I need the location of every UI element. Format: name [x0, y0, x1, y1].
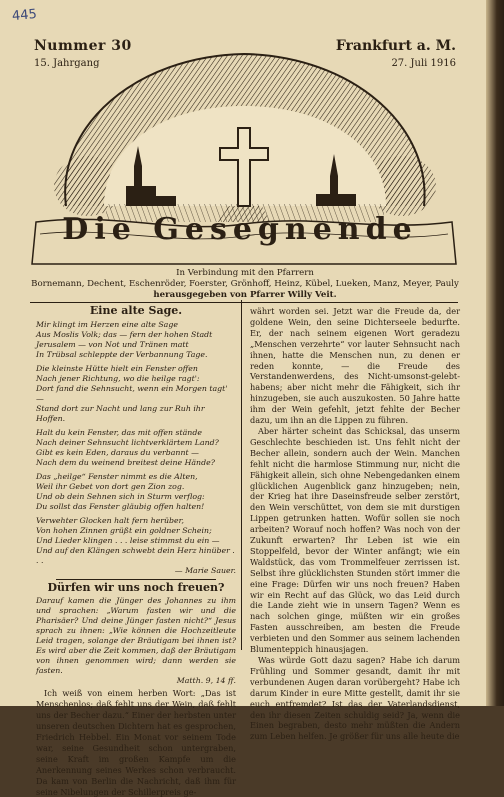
article-paragraph: währt worden sei. Jetzt war die Freude da, der goldene Wein, den seine Dichterseele bedurfte. Er, der nach seinem eigenen Wort geradezu „Menschen verzehrte“ vor lauter Sehnsucht nach ihnen, hatte die Menschen nun, zu denen er reden konnte, — die Freude des Verstandenwerdens, des Nicht-umsonst-gelebt-habens; aber nicht mehr die Fähigkeit, sich ihr hinzugeben, sie auch auszukosten. 50 Jahre hatte ihm der Wein gefehlt, jetzt fehlte der Becher dazu, um ihn an die Lippen zu führen.	[250, 306, 460, 426]
poem-stanza	[36, 364, 236, 424]
poem-line: In Trübsal schleppte der Verbannung Tage.	[36, 349, 208, 359]
poem-line: Die kleinste Hütte hielt ein Fenster offen	[36, 363, 198, 373]
poem-line: Gibt es kein Eden, daraus du verbannt —	[36, 447, 199, 457]
column-divider	[241, 300, 242, 650]
poem-line: Nach deiner Sehnsucht lichtverklärtem Land?	[36, 437, 219, 447]
poem-line: Nach jener Richtung, wo die heilge ragt':	[36, 373, 200, 383]
poem-line: Und ob dein Sehnen sich in Sturm verflog:	[36, 491, 205, 501]
header-divider	[30, 302, 458, 303]
poem-author: — Marie Sauer.	[174, 565, 236, 575]
credits-line-1: In Verbindung mit den Pfarrern	[176, 268, 314, 278]
credits-line-2: Bornemann, Dechent, Eschenröder, Foerster, Grönhoff, Heinz, Kübel, Lueken, Manz, Meyer, Pauly	[31, 279, 459, 289]
poem-line: Von hohen Zinnen grüßt ein goldner Schein;	[36, 525, 212, 535]
poem	[36, 320, 236, 576]
article-paragraph: Aber härter scheint das Schicksal, das unserm Geschlechte beschieden ist. Uns fehlt nicht der Becher allein, sondern auch der Wein. Manchen fehlt nicht die harmlose Stimmung nur, nicht die Fähigkeit allein, sich ohne Nebengedanken einem glücklichen Augenblick ganz hinzugeben; nein, der Krieg hat ihre Daseinsfreude selber zerstört, den Wein verschüttet, von dem sie mit durstigen Lippen getrunken hatten. Wofür sollen sie noch arbeiten? Worauf noch hoffen? Was noch von der Zukunft erwarten? Ihr Leben ist wie ein Stoppelfeld, bevor der Winter anfängt; wie ein Waldstück, das vom Trommelfeuer zerrissen ist. Selbst ihre glücklichsten Stunden stört immer die eine Frage: Dürfen wir uns noch freuen? Haben wir ein Recht auf das Glück, wo das Leid durch die Lande zieht wie in unsern Tagen? Wenn es nach solchen ginge, müßten wir ein großes Fasten ausschreiben, am besten die Freude verbieten und den Sommer aus seinem lachenden Blumenteppich hinausjagen.	[250, 425, 460, 655]
credits-line-3: herausgegeben von Pfarrer Willy Veit.	[153, 290, 337, 300]
issue-number: Nummer 30	[34, 38, 132, 54]
article-paragraph: Was würde Gott dazu sagen? Habe ich darum Frühling und Sommer gesandt, damit ihr mit verbundenen Augen daran vorübergeht? Habe ich darum Kinder in eure Mitte gestellt, damit ihr sie euch entfremdet? Ist das der Vaterlandsdienst, den ihr diesen Zeiten schuldig seid? Ja, wenn die Einen begraben, desto mehr müßten die Andern zum Leben helfen. Je größer für uns alle heute die	[250, 655, 460, 742]
poem-stanza	[36, 516, 236, 566]
masthead-title: Die Gesegnende	[62, 212, 418, 247]
poem-line: Und auf den Klängen schwebt dein Herz hinüber . . .	[36, 545, 235, 565]
publication-place: Frankfurt a. M.	[335, 38, 456, 54]
poem-line: Und Lieder klingen . . . leise stimmst du ein —	[36, 535, 220, 545]
issue-date: 27. Juli 1916	[391, 58, 456, 69]
poem-stanza	[36, 428, 236, 468]
poem-line: Verwehter Glocken halt fern herüber,	[36, 515, 184, 525]
poem-line: Halt du kein Fenster, das mit offen stände	[36, 427, 202, 437]
poem-line: Weil ihr Gebet von dort gen Zion zog.	[36, 481, 185, 491]
poem-stanza	[36, 472, 236, 512]
poem-stanza	[36, 320, 236, 360]
right-column	[250, 306, 460, 742]
section-divider	[56, 579, 216, 580]
article-title: Dürfen wir uns noch freuen?	[47, 580, 225, 594]
poem-line: Jerusalem — von Not und Tränen matt	[36, 339, 189, 349]
poem-line: Mir klingt im Herzen eine alte Sage	[36, 319, 178, 329]
article-epigraph: Darauf kamen die Jünger des Johannes zu ihm und sprachen: „Warum fasten wir und die Pharisäer? Und deine Jünger fasten nicht?“ Jesus sprach zu ihnen: „Wie können die Hochzeitleute Leid tragen, solange der Bräutigam bei ihnen ist? Es wird aber die Zeit kommen, daß der Bräutigam von ihnen genommen wird; dann werden sie fasten.	[36, 595, 236, 675]
poem-title: Eine alte Sage.	[89, 304, 183, 317]
poem-line: Dort fand die Sehnsucht, wenn ein Morgen tagt' —	[36, 383, 228, 403]
poem-line: Nach dem du weinend breitest deine Hände?	[36, 457, 215, 467]
left-column	[36, 306, 236, 797]
poem-line: Das „heilge“ Fenster nimmt es die Alten,	[36, 471, 198, 481]
poem-line: Aus Moslis Volk; das — fern der hohen Stadt	[36, 329, 213, 339]
poem-line: Du sollst das Fenster gläubig offen halten!	[36, 501, 205, 511]
article-body: Ich weiß von einem herben Wort: „Das ist Menschenlos; daß fehlt uns der Wein, daß fehlt uns der Becher dazu.“ Einer der herbsten unter unseren deutschen Dichtern hat es gesprochen, Friedrich Hebbel. Ein Monat vor seinem Tode war, seine Gesundheit schon untergraben, seine Kraft im großen Kampfe um die Anerkennung seines Werkes schon verbraucht. Da kam von Berlin die Nachricht, daß ihm für seine Nibelungen der Schillerpreis ge-	[36, 688, 236, 797]
poem-line: Stand dort zur Nacht und lang zur Ruh ihr Hoffen.	[36, 403, 205, 423]
handwritten-page-number: 445	[11, 6, 38, 25]
epigraph-reference: Matth. 9, 14 ff.	[176, 675, 236, 685]
volume-number: 15. Jahrgang	[34, 58, 100, 69]
binding-edge	[486, 0, 504, 706]
